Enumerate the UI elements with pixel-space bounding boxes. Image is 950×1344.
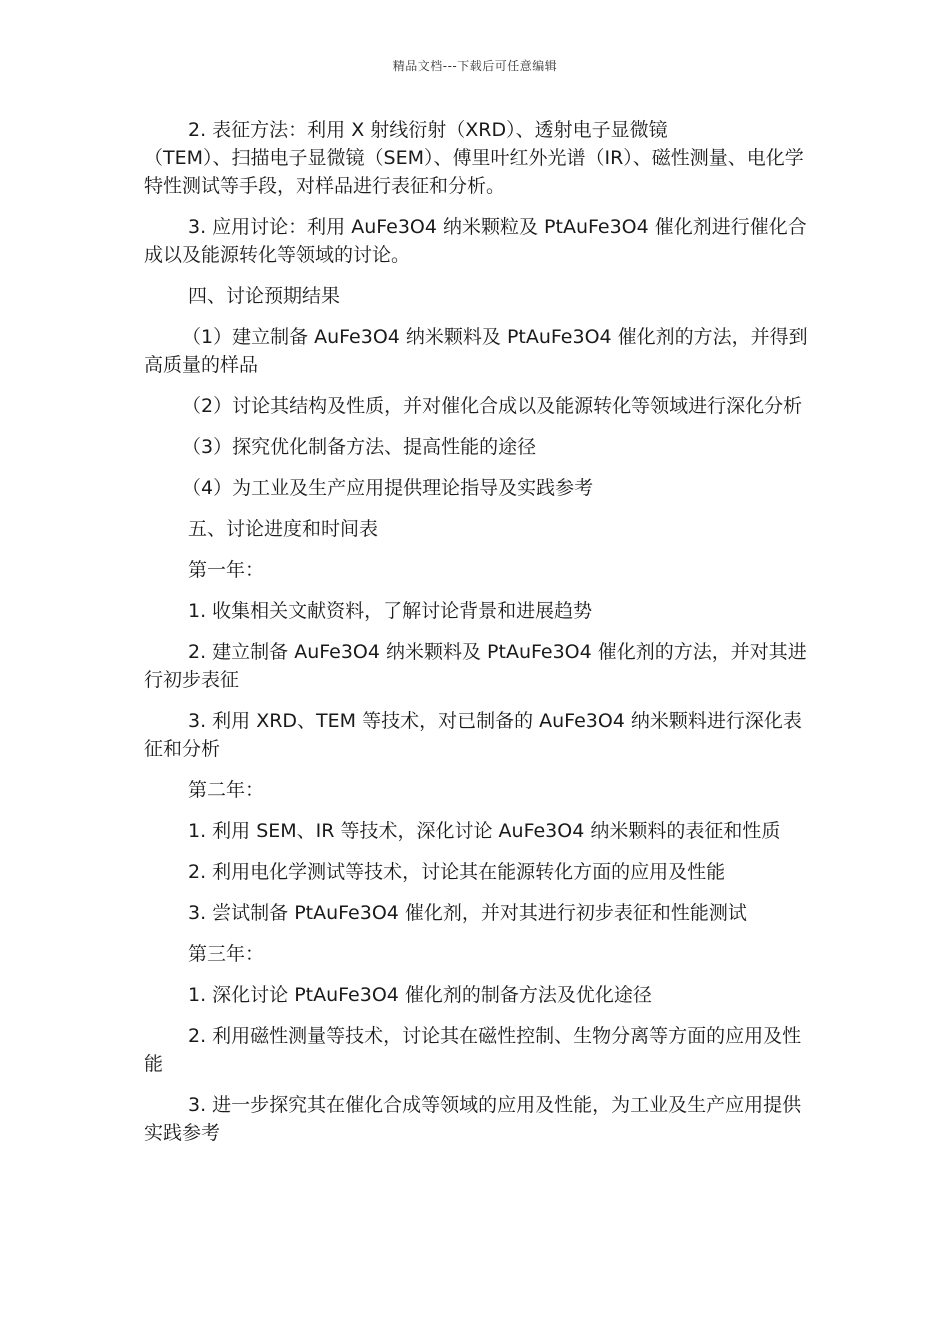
paragraph-application-discussion: 3. 应用讨论：利用 AuFe3O4 纳米颗粒及 PtAuFe3O4 催化剂进行催化合成以及能源转化等领域的讨论。 — [144, 216, 807, 266]
schedule-item: 3. 进一步探究其在催化合成等领域的应用及性能，为工业及生产应用提供实践参考 — [144, 1094, 802, 1144]
schedule-item: 3. 尝试制备 PtAuFe3O4 催化剂，并对其进行初步表征和性能测试 — [188, 902, 747, 924]
section-heading-schedule: 五、讨论进度和时间表 — [188, 518, 379, 540]
schedule-item: 2. 利用电化学测试等技术，讨论其在能源转化方面的应用及性能 — [188, 861, 726, 883]
paragraph-characterization-methods: 2. 表征方法：利用 X 射线衍射（XRD）、透射电子显微镜 — [188, 119, 668, 141]
paragraph-characterization-methods-cont: （TEM）、扫描电子显微镜（SEM）、傅里叶红外光谱（IR）、磁性测量、电化学特性测试等手段，对样品进行表征和分析。 — [144, 147, 804, 197]
schedule-item: 1. 利用 SEM、IR 等技术，深化讨论 AuFe3O4 纳米颗料的表征和性质 — [188, 820, 781, 842]
schedule-item: 2. 利用磁性测量等技术，讨论其在磁性控制、生物分离等方面的应用及性能 — [144, 1025, 802, 1075]
expected-result-item: （1）建立制备 AuFe3O4 纳米颗料及 PtAuFe3O4 催化剂的方法，并得到高质量的样品 — [144, 326, 808, 376]
schedule-item: 1. 深化讨论 PtAuFe3O4 催化剂的制备方法及优化途径 — [188, 984, 652, 1006]
expected-result-item: （4）为工业及生产应用提供理论指导及实践参考 — [182, 477, 594, 499]
schedule-item: 1. 收集相关文献资料，了解讨论背景和进展趋势 — [188, 600, 593, 622]
year-heading: 第一年： — [188, 559, 265, 581]
year-heading: 第二年： — [188, 779, 265, 801]
section-heading-expected-results: 四、讨论预期结果 — [188, 285, 341, 307]
document-body — [144, 116, 809, 1160]
schedule-item: 3. 利用 XRD、TEM 等技术，对已制备的 AuFe3O4 纳米颗料进行深化表征和分析 — [144, 710, 802, 760]
expected-result-item: （3）探究优化制备方法、提高性能的途径 — [182, 436, 537, 458]
expected-result-item: （2）讨论其结构及性质，并对催化合成以及能源转化等领域进行深化分析 — [182, 395, 803, 417]
schedule-item: 2. 建立制备 AuFe3O4 纳米颗料及 PtAuFe3O4 催化剂的方法，并对其进行初步表征 — [144, 641, 807, 691]
year-heading: 第三年： — [188, 943, 265, 965]
page-header: 精品文档---下载后可任意编辑 — [392, 59, 558, 73]
